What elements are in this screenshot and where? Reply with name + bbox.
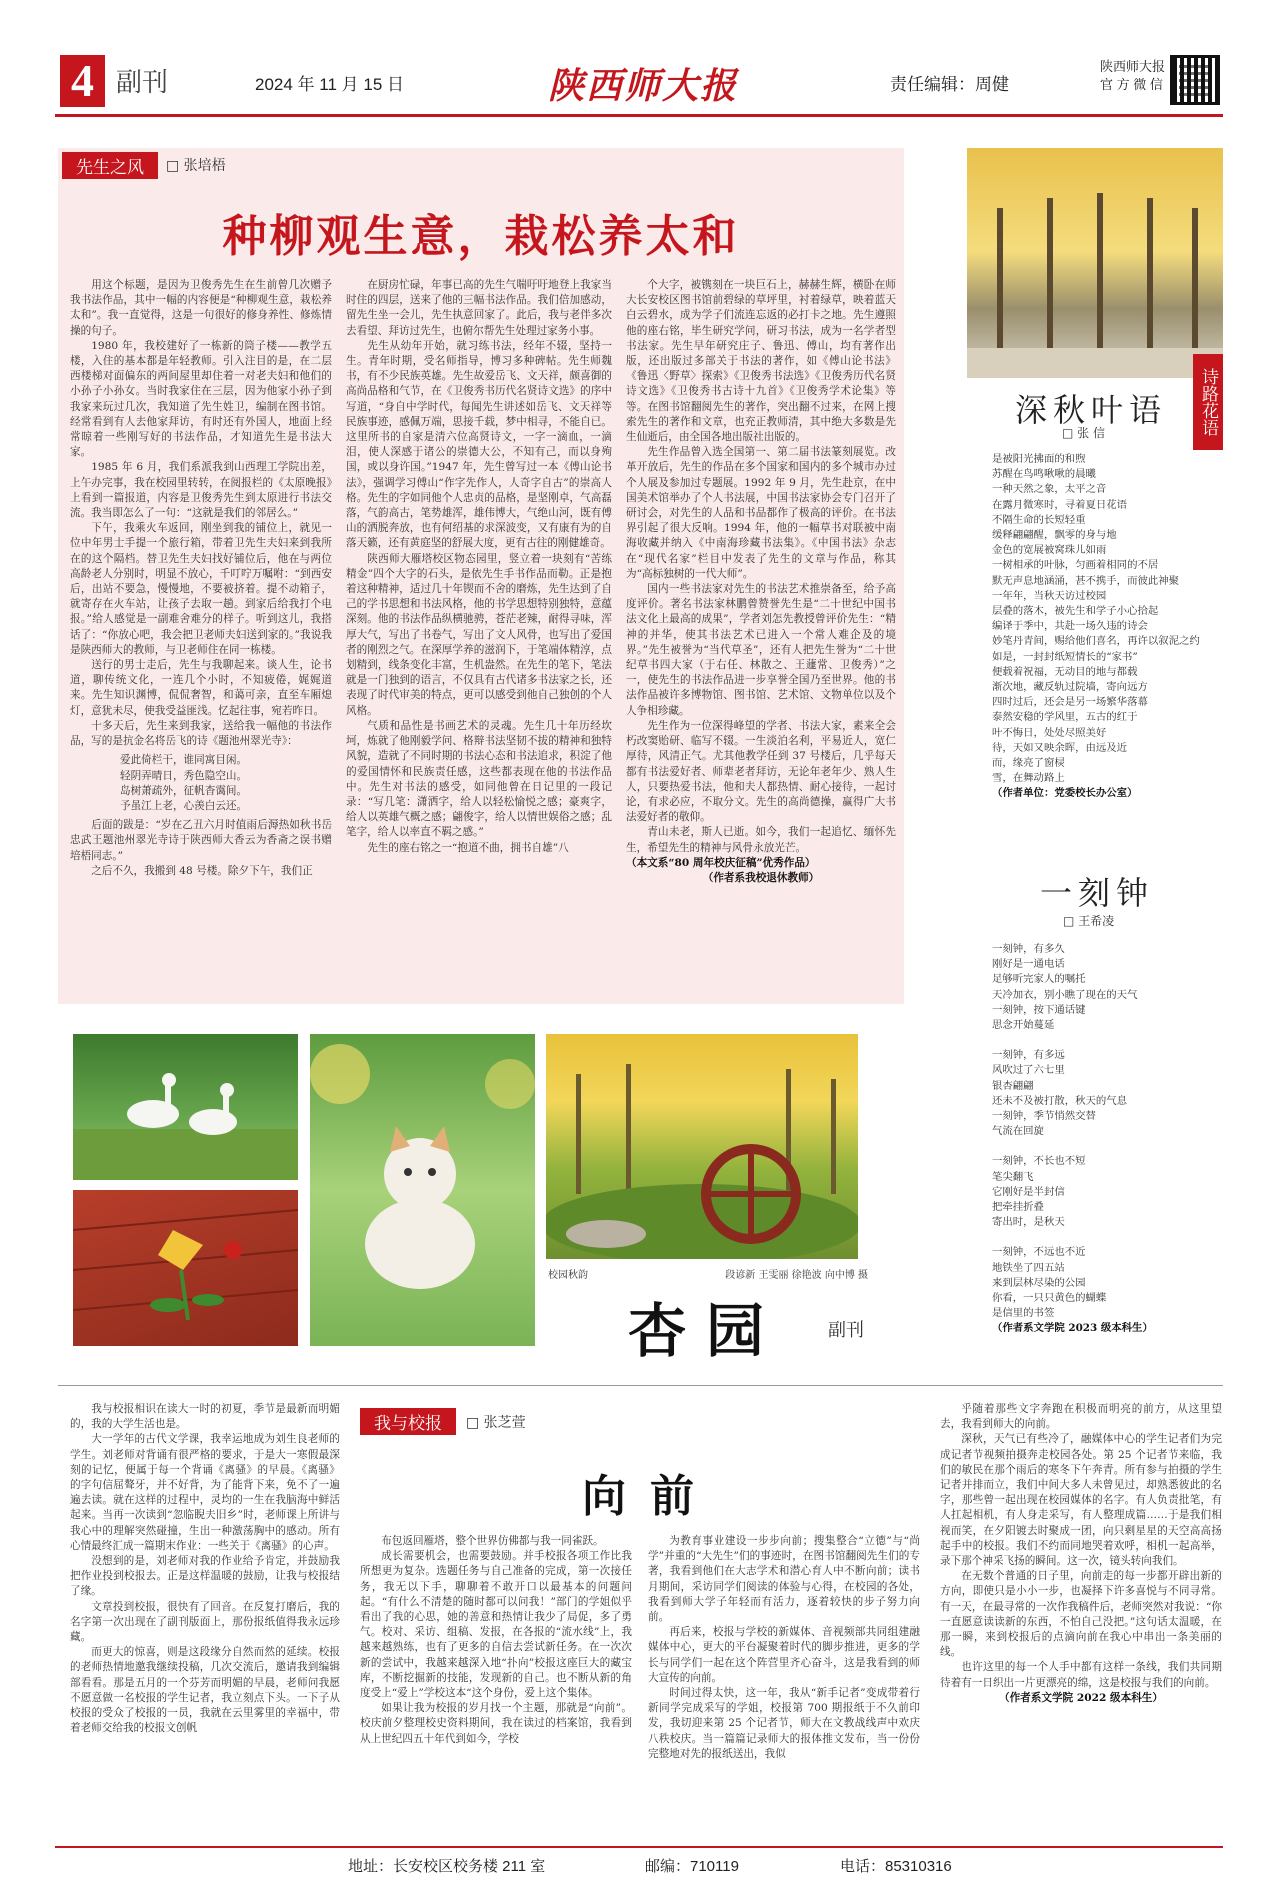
photo-section: [58, 1016, 904, 1368]
article-author: □ 张芝萱: [466, 1414, 526, 1431]
column-tag: 先生之风: [62, 152, 158, 179]
poem1-signature: （作者单位：党委校长办公室）: [992, 787, 1138, 800]
column-tag: 我与校报: [360, 1408, 456, 1435]
article-author: □ 张培梧: [166, 158, 226, 174]
photo-cat: [310, 1034, 535, 1346]
poem1-body: 是被阳光拂面的和煦 苏醒在鸟鸣啾啾的晨曦 一种天然之象，太平之音 在露月微寒时，寻着夏日花语 不隔生命的长短轻重 缓释翩翩醒，飘零的身与地 金色的宽展被窝珠儿如雨 一树相承的叶脉，匀画着相同的不居 默无声息地涵涌，甚不携手，而彼此神聚 一年年，当秋天访过校园 层叠的落木，被先生和学子小心拾起 编译于季中，共赴一场久违的诗会 妙笔丹青间，赐给他们喜名，再许以叙泥之约 如是，一封封纸短情长的“家书” 便载着祝福，无动目的地与都载 渐次地，藏反轨过院墙，寄向远方 四时过后，还会是另一场繁华落幕 泰然安稳的学风里，五古的红于 叶不悔日，处处尽照美好 待，天如又映余晖，由远及近 而，缘亮了窗棂 雪，在舞动路上 （作者单位：党委校长办公室）: [992, 452, 1200, 802]
top-article-column-head: [62, 153, 226, 177]
poem2-title: 一刻钟: [1040, 874, 1155, 912]
photo-caption: 校园秋韵 段谚新 王雯丽 徐艳波 向中博 摄: [548, 1270, 868, 1281]
bottom-article-column-4: 乎随着那些文字奔跑在积极而明亮的前方，从这里望去，我看到师大的向前。 深秋，天气已有些冷了，融媒体中心的学生记者们为完成记者节视频拍摄奔走校园各处。第 25 个记者节来临，我们的敏民在那个雨后的寒冬下午奔青。所有参与拍摄的学生记者并排而立，我们中间大多人未曾见过，却熟悉彼此的名字，那些曾一起出现在校园媒体的名字。有人负责批笔，有人扛起相机，有人身走采写，有人整理成篇……于是我们相视而笑，在夕阳镀去时聚成一团，向只剩星星的天空高高扬起手中的校报。我们不约而同地哭着欢呼，相机一起高举，录下那个神采飞扬的瞬间。这一次，镜头转向我们。 在无数个普通的日子里，向前走的每一步都开辟出新的方向，即使只是小小一步，也凝择下许多喜悦与不同寻常。有一天，在最寻常的一次作我稿件后，老师突然对我说：“你一直愿意读读新的东西，不怕自己没把。”这句话太温暖，在那一瞬，来到校报后的点滴向前在我心中串出一条美丽的线。 也许这里的每一个人手中都有这样一条线，我们共同期待着有一日织出一片更漂亮的绵，这是校报与我们的向前。 （作者系文学院 2022 级本科生）: [940, 1402, 1222, 1840]
top-article-title: 种柳观生意，栽松养太和: [222, 211, 740, 262]
photo-campus-autumn: [546, 1034, 858, 1259]
issue-date: 2024 年 11 月 15 日: [255, 75, 404, 94]
page-footer: [55, 1846, 1223, 1880]
supplement-brand: 杏园: [628, 1297, 785, 1365]
footer-postcode: 邮编：710119: [645, 1858, 739, 1875]
page-header: [0, 0, 1280, 118]
footer-address: 地址：长安校区校务楼 211 室: [348, 1858, 546, 1875]
footer-phone: 电话：85310316: [840, 1858, 952, 1875]
ginkgo-photo: [967, 148, 1223, 378]
article-note: （本文系“80 周年校庆征稿”优秀作品）: [626, 856, 816, 869]
sidebar-tag: 诗路花语: [1193, 354, 1223, 450]
photo-geese: [73, 1034, 298, 1180]
article-signature: （作者系我校退休教师）: [702, 871, 820, 884]
supplement-sub: 副刊: [828, 1320, 864, 1341]
qr-code-icon[interactable]: [1170, 55, 1220, 105]
header-rule: [55, 114, 1223, 117]
photo-leaf-flower: [73, 1190, 298, 1346]
section-divider: [58, 1385, 1223, 1386]
editor-credit: 责任编辑：周健: [890, 75, 1009, 94]
poem1-author: □ 张 信: [1062, 426, 1105, 440]
bottom-article-column-1: 我与校报相识在读大一时的初夏，季节是最新而明媚的，我的大学生活也是。 大一学年的古代文学课，我幸运地成为刘生良老师的学生。刘老师对背诵有很严格的要求，于是大一寒假最深刻的记忆，便属于每一个背诵《离骚》的早晨。《离骚》的字句信屈聱牙，并不好背，为了能背下来，免不了一遍遍去读。就在这样的过程中，灵均的一生在我脑海中鲜活起来。当再一次读到“忽临睨夫旧乡”时，老师课上所讲与我心中的理解突然碰撞，生出一种激荡胸中的感动。所有心情最终汇成一篇期末作业：一些关于《离骚》的心声。 没想到的是，刘老师对我的作业给予肯定，并鼓励我把作业投到校报去。正是这样温暖的鼓励，让我与校报结了缘。 文章投到校报，很快有了回音。在反复打磨后，我的名字第一次出现在了副刊版面上，那份报纸值得我永远珍藏。 而更大的惊喜，则是这段缘分自然而然的延续。校报的老师热情地邀我继续投稿，几次交流后，邀请我到编辑部看看。那是五月的一个芬芳而明媚的早晨，老师问我愿不愿意做一名校报的学生记者，我立刻点下头。一下子从校报的受众了校报的一员，我就在云里雾里的幸福中，带着老师交给我的校报文创帆: [70, 1403, 340, 1735]
section-name: 副刊: [116, 67, 169, 97]
bottom-article-column-head: [360, 1408, 526, 1435]
bottom-article-column-2: 布包返回雁塔，整个世界仿佛都与我一同雀跃。 成长需要机会，也需要鼓励。并手校报各项工作比我所想更为复杂。选题任务与自己准备的完成，第一次接任务，我无以下手，聊聊着不敢开口以最基本的问题问起。“有什么不清楚的随时都可以问我！”部门的学姐似乎看出了我的心思，她的善意和热情让我少了局促，多了勇气。校对、采访、组稿、发报，在各报的“流水线”上，我越来越熟练，也有了更多的自信去尝试新任务。在一次次新的尝试中，我越来越深入地“扑向”校报这座巨大的藏宝库，不断挖掘新的技能，发现新的自己。也不断从新的角度受上“爱上”学校这本“这个身份，爱上这个集体。 如果让我为校报的岁月找一个主题，那就是“向前”。校庆前夕整理校史资料期间，我在读过的档案馆，我看到从上世纪四五十年代到如今，学校: [360, 1535, 632, 1745]
top-article-column-2: 在厨房忙碌，年事已高的先生气喘吁吁地登上我家当时住的四层，送来了他的三幅书法作品。我们倍加感动，留先生坐一会儿，先生执意回家了。此后，我与老伴多次去看望、拜访过先生，也俯尔帮先生处理过家务小事。 先生从幼年开始，就习练书法，经年不辍，坚持一生。青年时期，受名师指导，博习多种碑帖。先生师魏书，有不少民族英雄。先生故爱岳飞、文天祥，颇喜御的高尚品格和气节，在《卫俊秀书历代名贤诗文选》的序中写道，“身自中学时代，每闻先生讲述如岳飞、文天祥等民族事迹，感佩万端，思接千载，梦中相寻，不能自已。这里所书的自家是清六位高贤诗文，一字一滴血，一滴泪，使人深感于诸公的崇德大公，不知有己，而以身殉国，或以身许国。”1947 年，先生曾写过一本《傅山论书法》，强调学习傅山“作字先作人，人奇字自古”的崇高人格。先生的字如同他个人忠贞的品格，是坚刚卓，气高磊落，气韵高古，笔势雄浑，雄伟博大，气绝山河，既有傅山的洒脱奔放，也有何绍基的求深波变，又有康有为的自落天籁，还有黄庭坚的舒展大度，更有古往的刚健雄奇。 陕西师大雁塔校区物态园里，竖立着一块刻有“苦练精金”四个大字的石头，是依先生手书作品而勒。正是抱着这种精神，适过几十年锲而不舍的磨炼，先生达到了自己的学书思想和书法风格，他的书学思想特别独特，意蕴深刻。他的书法作品纵横驰骋，苍茫老辣，耐得寻味，浑厚大气，写出了书卷气，写出了文人风骨，也写出了爱国者的刚烈之气。在深厚学养的滋润下，于笔端体精淳，点划精到，线条变化丰富，生机盎然。在先生的笔下，笔法就是一门独到的语言，不仅具有古代诸多书法家之长，还表现了时代审美的特点，更可以感受到他自己独创的个人风格。 气质和品性是书画艺术的灵魂。先生几十年历经坎坷，炼就了他刚毅学问、格辩书法坚韧不拔的精神和独特风貌，造就了不同时期的书法心态和书法追求，积淀了他的爱国情怀和民族责任感，这些都表现在他的书法作品中。先生对书法的感受，如同他曾在日记里的一段记录：“写几笔：潇洒字，给人以轻松愉悦之感；豪爽字，给人以英雄气概之感；翩俊字，给人以情世娱俗之感；乱笔字，给人以率直不羁之感。” 先生的座右铭之一“抱道不曲，拥书自雄”八: [346, 279, 612, 854]
poem1-title: 深秋叶语: [1015, 391, 1168, 429]
wechat-label: 陕西师大报 官 方 微 信: [1100, 59, 1166, 92]
top-article-column-3: 个大字，被镌刻在一块巨石上，赫赫生辉，横卧在师大长安校区图书馆前碧绿的草坪里，衬着绿草，映着蓝天白云碧水，成为学子们流连忘返的必打卡之地。先生遵照他的座右铭，毕生研究学问，研习书法，成为一名学者型书法家。先生早年研究庄子、鲁迅、傅山，均有著作出版，还出版过多部关于书法的著作，如《傅山论书法》《鲁迅〈野草〉探索》《卫俊秀书法选》《卫俊秀历代名贤诗文选》《卫俊秀书古诗十九首》《卫俊秀学术论集》等等。在图书馆翻阅先生的著作，突出翻不过来，在网上搜索先生的著作和文章，也充正教师清，其中绝大多数是先生仙逝后，由全国各地出版社出版的。 先生作品曾入选全国第一、第二届书法篆刻展览。改革开放后，先生的作品在多个国家和国内的多个城市办过个人展及参加过专题展。1992 年 9 月，先生赴京，在中国美术馆举办了个人书法展，中国书法家协会专门召开了研讨会，对先生的人品和书品都作了极高的评价。在书法界引起了很大反响。1994 年，他的一幅草书对联被中南海收藏并纳入《中南海珍藏书法集》。《中国书法》杂志在“现代名家”栏目中发表了先生的文章与作品，称其为“高标独树的一代大师”。 国内一些书法家对先生的书法艺术推崇备至，给予高度评价。著名书法家林鹏曾赞誉先生是“二十世纪中国书法文化上最高的成果”，学者刘怎先教授曾评价先生：“精神的并华，使其书法艺术已进入一个常人难企及的境界。”先生被誉为“当代草圣”，还有人把先生誉为“二十世纪草书四大家（于右任、林散之、王蘧常、卫俊秀）”之一，使先生的书法作品进一步享誉全国乃至世界。他的书法作品被许多博物馆、图书馆、艺术馆、文物单位以及个人争相珍藏。 先生作为一位深得峰望的学者、书法大家，素来全会朽改窦贻研、临写不辍。一生淡泊名利，平易近人，宽仁厚待，风清正气。尤其他教学任到 37 号楼后，几乎每天都有书法爱好者、师辈老者拜访，无论年老年少、熟人生人，只要热爱书法，他和夫人都热情、耐心接待，一起讨论，有求必应，不取分文。先生的高尚德操，赢得广大书法爱好者的敬仰。 青山未老，斯人已逝。如今，我们一起追忆、缅怀先生，希望先生的精神与风骨永放光芒。 （本文系“80 周年校庆征稿”优秀作品） （作者系我校退休教师）: [626, 278, 896, 1000]
quoted-poem: 爱此倚栏干，谁同寓目闲。 轻阴弄晴日，秀色隐空山。 岛树萧疏外，征帆杳霭间。 予虽江上老，心羡白云还。: [120, 754, 248, 812]
masthead-logo: 陕西师大报: [548, 65, 739, 107]
bottom-article-signature: （作者系文学院 2022 级本科生）: [999, 1691, 1163, 1704]
top-article-column-1: 用这个标题，是因为卫俊秀先生在生前曾几次赠予我书法作品，其中一幅的内容便是“种柳观生意，栽松养太和”。我一直觉得，这是一句很好的修身养性、修炼情操的句子。 1980 年，我校建好了一栋新的筒子楼——教学五楼，入住的基本都是年轻教师。引入注目的是，在二层西楼梯对面偏东的两间屋里却住着一对老夫妇和他们的小孙子小孙女。当时我家住在三层，因为他家小孙子到我家来玩过几次，我知道了先生姓卫，编制在图书馆。经常看到有人去他家拜访，有时还有外国人，地面上经常晾着一些刚写好的书法作品，才知道先生是书法大家。 1985 年 6 月，我们系派我到山西理工学院出差，上午办完事，我在校园里转转，在阅报栏的《太原晚报》上看到一篇报道，内容是卫俊秀先生到太原进行书法交流。我当即怎么了一句：“这就是我们的邻居么。” 下午，我乘火车返回，刚坐到我的铺位上，就见一位中年男士手提一个旅行箱，带着卫先生夫妇来到我所在的这个隔档。替卫先生夫妇找好铺位后，他在与两位高龄老人分别时，明显不放心，千叮咛万嘱咐：“到西安后，出站不要急，慢慢地，不要被挤着。提不动箱子，就寄存在火车站，让孩子去取一趟。到家后给我打个电报。”给人感觉是一副难舍难分的样子。听到这儿，我搭话了：“你放心吧，我会把卫老师夫妇送到家的。”我说我是陕西师大的教师，与卫老师住在同一栋楼。 送行的男士走后，先生与我聊起来。谈人生，论书道，聊传统文化，一连几个小时，不知疲倦，娓娓道来。先生知识渊博，侃侃奢智，和蔼可亲，直至车厢熄灯，意犹未尽，使我受益匪浅。忆起往事，宛若昨日。 十多天后，先生来到我家，送给我一幅他的书法作品，写的是抗金名将岳飞的诗《题池州翠光寺》： 爱此倚栏干，谁同寓目闲。 轻阴弄晴日，秀色隐空山。 岛树萧疏外，征帆杳霭间。 予虽江上老，心羡白云还。 后面的跋是：“岁在乙丑六月时值雨后溽热如秋书岳忠武王题池州翠光寺诗于陕西师大香云为香斋之误书赠培梧同志。” 之后不久，我搬到 48 号楼。除夕下午，我们正: [70, 279, 332, 877]
poem2-author: □ 王希凌: [1063, 914, 1115, 928]
bottom-article-column-3: 为教育事业建设一步步向前；搜集整合“立德”与“尚学”并重的“大先生”们的事迹时，在图书馆翻阅先生们的专著，我看到他们在大志学术和潜心育人中不断向前；读书月期间，采访同学们阅读的体验与心得，在校园的各处，我看到师大学子年轻而有活力，逐着较快的步子努力向前。 再后来，校报与学校的新媒体、音视频部共同组建融媒体中心，更大的平台凝聚着时代的脚步推进，更多的学长与同学们一起在这个阵营里齐心奋斗，这是我看到的师大宣传的向前。 时间过得太快，这一年，我从“新手记者”变成带着行新同学完成采写的学姐，校报第 700 期报纸于不久前印发，我切迎来第 25 个记者节，师大在文教战线声中欢庆八秩校庆。当一篇篇记录师大的报体推文发布，当一份份完整地对先的报纸送出，我似: [648, 1535, 920, 1760]
poem2-signature: （作者系文学院 2023 级本科生）: [992, 1322, 1153, 1335]
page-number: 4: [60, 55, 105, 107]
poem2-body: 一刻钟，有多久 刚好是一通电话 足够听完家人的嘱托 天冷加衣，别小瞧了现在的天气 一刻钟，按下通话键 思念开始蔓延 一刻钟，有多远 风吹过了六七里 银杏翩翩 还未不及被打散，秋天的气息 一刻钟，季节悄然交替 气流在回旋 一刻钟，不长也不短 笔尖翻飞 它刚好是半封信 把牵挂折叠 寄出时，是秋天 一刻钟，不远也不近 地铁坐了四五站 来到层林尽染的公园 你看，一只只黄色的蝴蝶 是信里的书签 （作者系文学院 2023 级本科生）: [992, 942, 1153, 1337]
bottom-article-title: 向前: [582, 1471, 718, 1522]
